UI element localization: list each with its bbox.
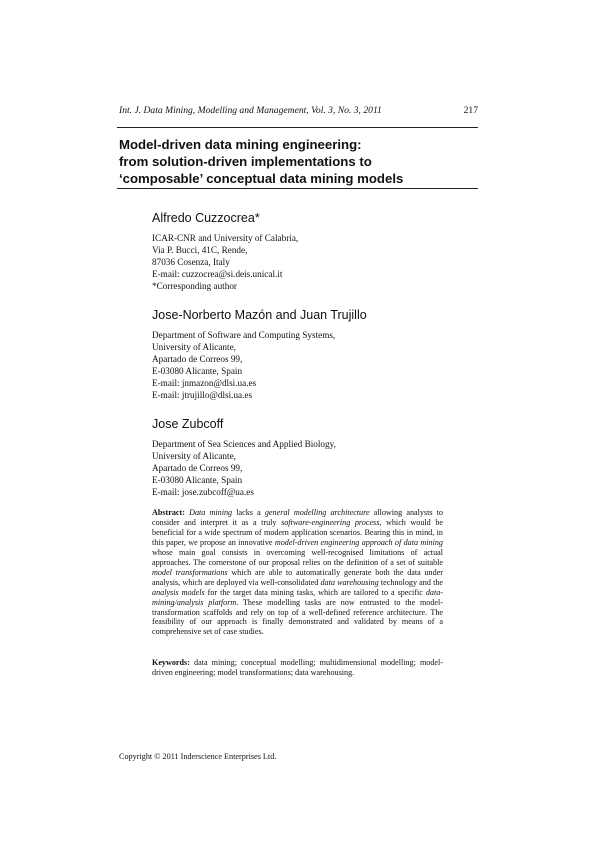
running-head: Int. J. Data Mining, Modelling and Management, Vol. 3, No. 3, 2011 (119, 105, 382, 116)
abstract-emphasis: general modelling architecture (264, 508, 370, 517)
affiliation-line: Department of Sea Sciences and Applied Biology, (152, 439, 336, 449)
abstract-body (152, 508, 443, 636)
paper-title (119, 136, 479, 187)
affiliation-line: 87036 Cosenza, Italy (152, 257, 230, 267)
affiliation-line: University of Alicante, (152, 342, 236, 352)
abstract-text: which are able to automatically generate both the data under analysis, which are deployed via well-consolidated (152, 567, 443, 587)
abstract-text: . These modelling tasks are now entrusted to the model-transformation scaffolds and rely on top of a well-defined reference architecture. The feasibility of our approach is finally demonstrated and validated by means of a comprehensive set of case studies. (152, 597, 444, 637)
affiliation-line: Via P. Bucci, 41C, Rende, (152, 245, 248, 255)
author-affiliation (152, 329, 335, 401)
keywords-text: data mining; conceptual modelling; multidimensional modelling; model-driven engineering; model transformations; data warehousing. (152, 658, 443, 677)
abstract-emphasis: Data mining (189, 508, 233, 517)
affiliation-line: E-03080 Alicante, Spain (152, 475, 243, 485)
title-rule-bottom (117, 188, 478, 189)
abstract-emphasis: data warehousing (320, 577, 379, 587)
keywords (152, 658, 443, 678)
abstract (152, 508, 443, 637)
author-affiliation (152, 438, 336, 498)
abstract-text: technology and the (378, 577, 444, 587)
author-name: Jose Zubcoff (152, 417, 224, 431)
affiliation-line: Apartado de Correos 99, (152, 463, 243, 473)
keywords-label: Keywords: (152, 658, 190, 667)
email-line: E-mail: jose.zubcoff@ua.es (152, 487, 254, 497)
title-line: Model-driven data mining engineering: (119, 137, 362, 152)
abstract-emphasis: software-engineering process (281, 517, 380, 527)
email-line: E-mail: cuzzocrea@si.deis.unical.it (152, 269, 283, 279)
affiliation-line: E-03080 Alicante, Spain (152, 366, 243, 376)
title-line: ‘composable’ conceptual data mining models (119, 171, 404, 186)
affiliation-line: ICAR-CNR and University of Calabria, (152, 233, 299, 243)
abstract-emphasis: model-driven engineering approach of data mining (274, 537, 443, 547)
abstract-emphasis: data-mining/analysis platform (152, 587, 443, 607)
affiliation-line: Department of Software and Computing Systems, (152, 330, 336, 340)
affiliation-line: University of Alicante, (152, 451, 236, 461)
title-rule-top (117, 127, 478, 128)
abstract-text: , which would be beneficial for a wide spectrum of modern application scenarios. Bearing this in mind, in this paper, we propose an innovative (152, 517, 443, 547)
abstract-text: whose main goal consists in overcoming well-recognised limitations of actual approaches. The cornerstone of our proposal relies on the definition of a set of suitable (152, 547, 443, 567)
author-name: Alfredo Cuzzocrea* (152, 211, 260, 225)
abstract-text: for the target data mining tasks, which are tailored to a specific (204, 587, 426, 597)
abstract-label: Abstract: (152, 508, 185, 517)
author-affiliation (152, 232, 298, 292)
email-line: E-mail: jnmazon@dlsi.ua.es (152, 378, 257, 388)
author-name: Jose-Norberto Mazón and Juan Trujillo (152, 308, 367, 322)
affiliation-line: Apartado de Correos 99, (152, 354, 243, 364)
copyright-notice: Copyright © 2011 Inderscience Enterprises Ltd. (119, 752, 277, 761)
abstract-text: allowing analysts to consider and interpret it as a truly (152, 508, 443, 527)
page-number: 217 (463, 105, 478, 116)
title-line: from solution-driven implementations to (119, 154, 372, 169)
email-line: E-mail: jtrujillo@dlsi.ua.es (152, 390, 253, 400)
abstract-emphasis: analysis models (152, 587, 205, 597)
abstract-text: lacks a (232, 508, 265, 517)
abstract-emphasis: model transformations (152, 567, 228, 577)
corresponding-note: *Corresponding author (152, 281, 237, 291)
